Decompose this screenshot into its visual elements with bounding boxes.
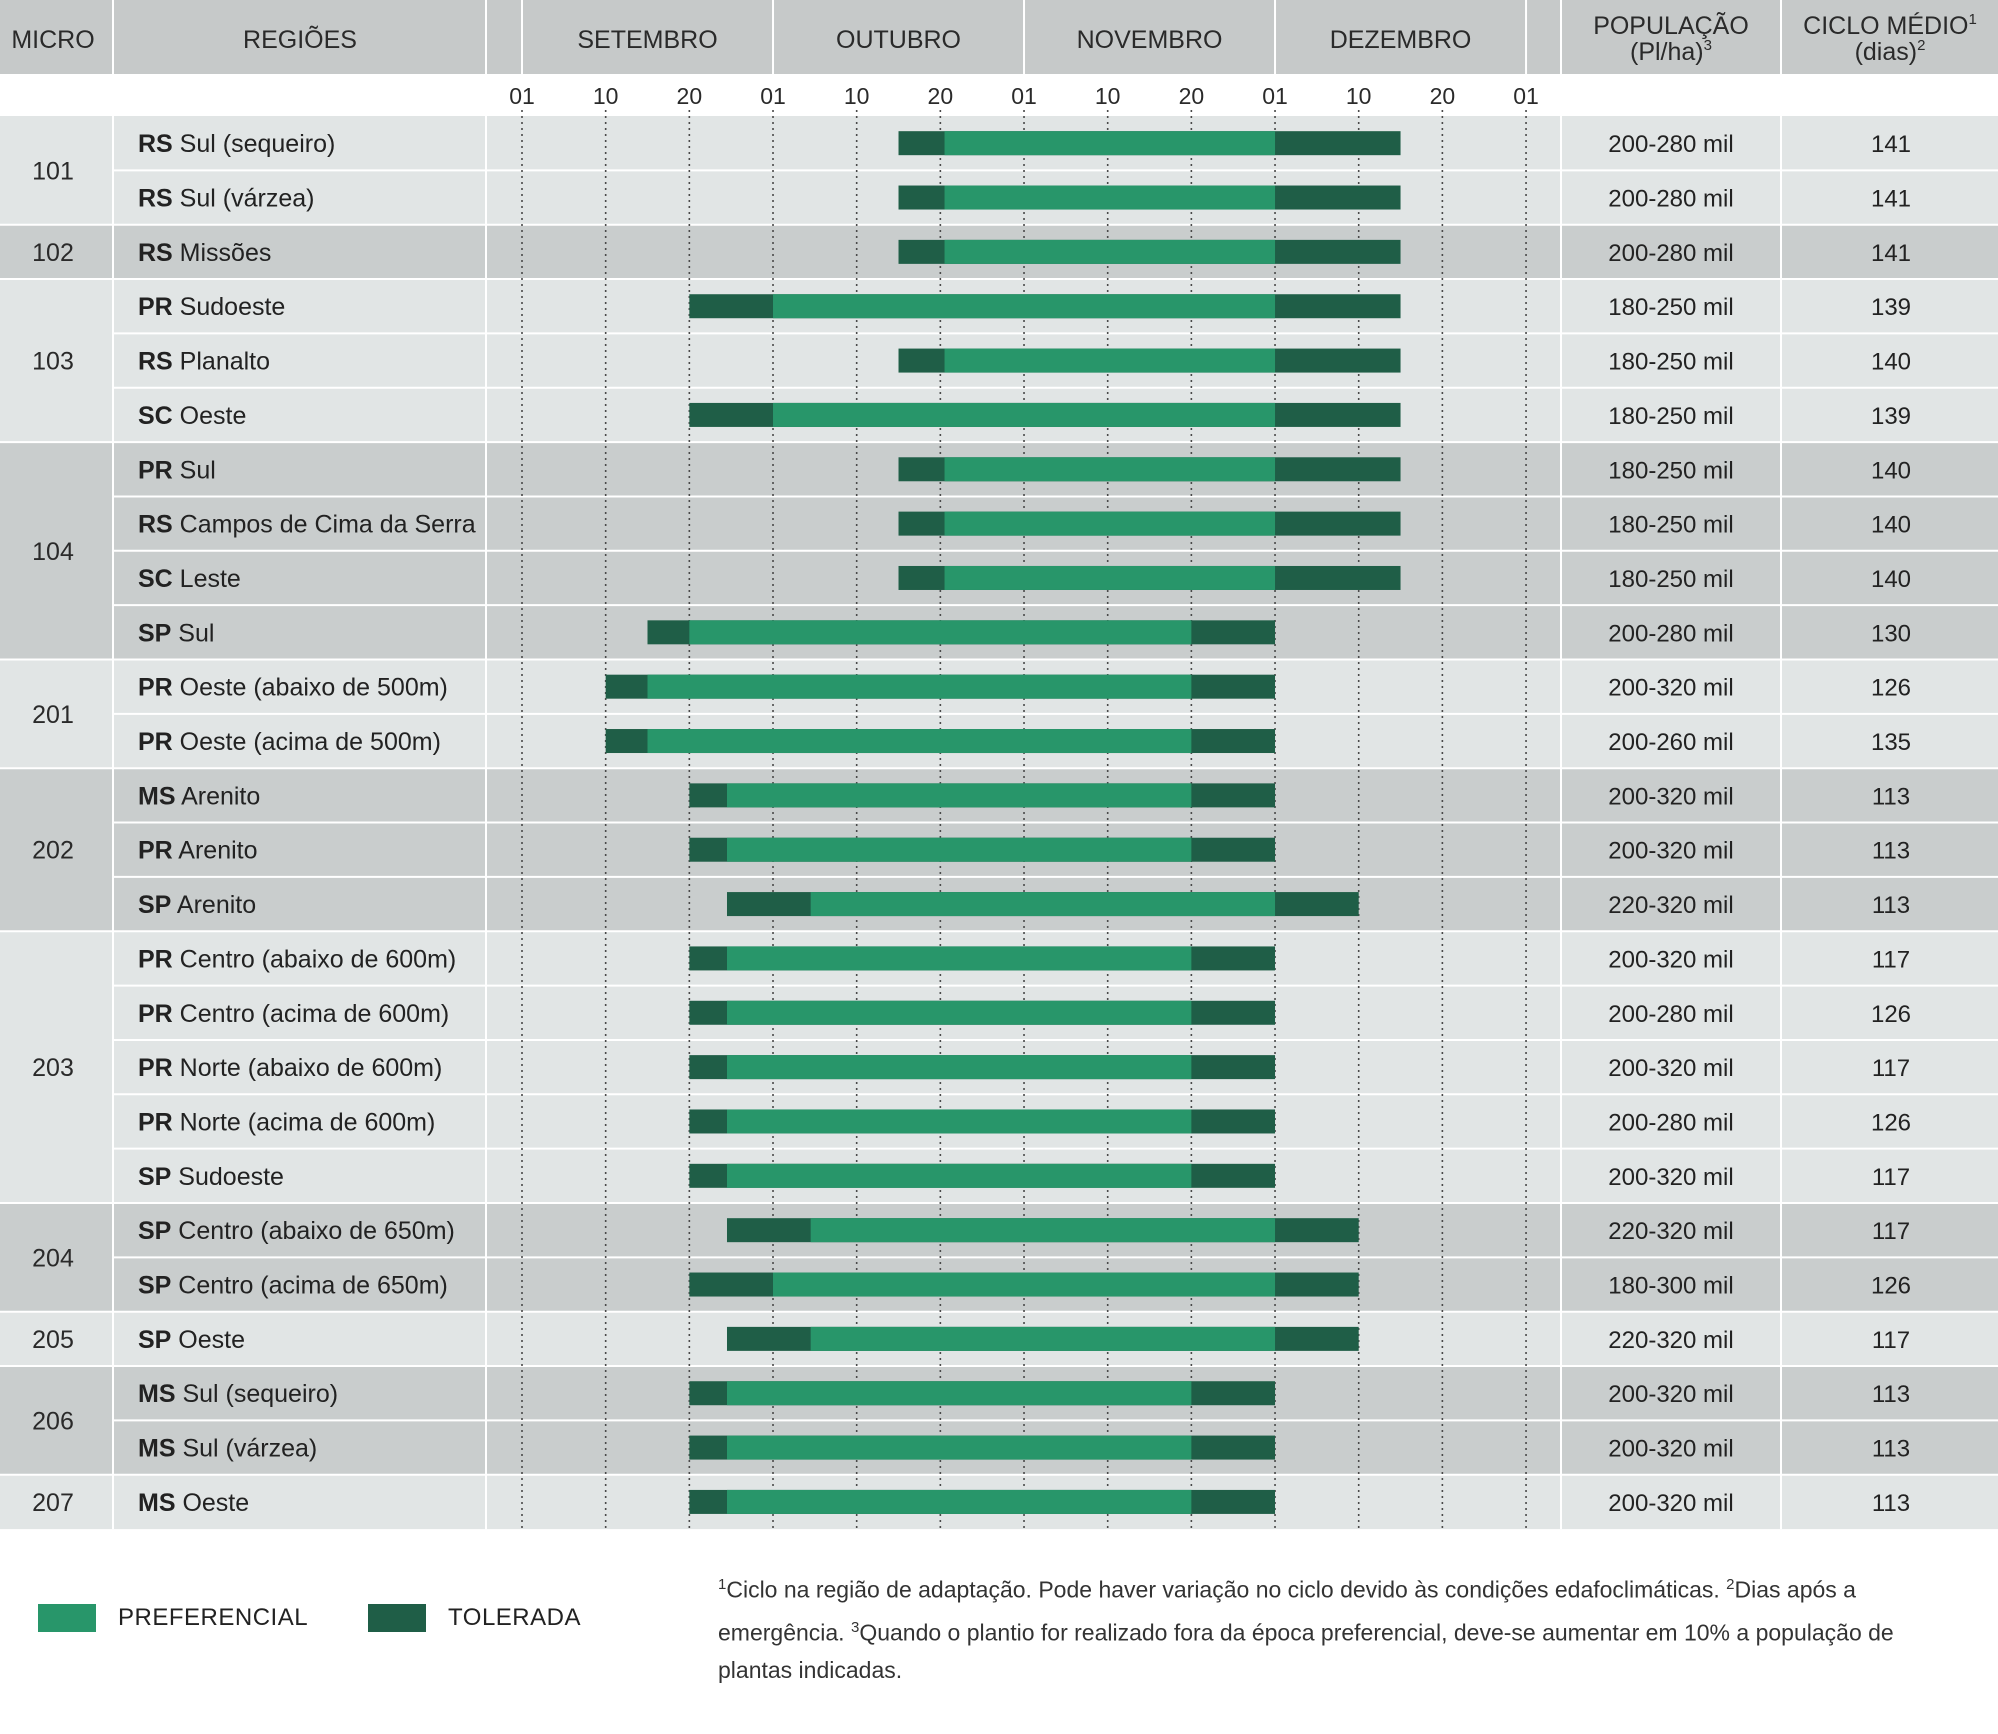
region-state: SP bbox=[138, 891, 172, 920]
micro-code: 206 bbox=[32, 1407, 74, 1436]
x-tick-label: 10 bbox=[843, 83, 870, 109]
population-value: 200-280 mil bbox=[1608, 1000, 1734, 1028]
region-label bbox=[138, 674, 448, 702]
footnote-sup-1: 1 bbox=[718, 1576, 727, 1593]
population-value: 200-280 mil bbox=[1608, 1109, 1734, 1137]
region-state: MS bbox=[138, 1434, 176, 1463]
region-name: Oeste bbox=[175, 1488, 250, 1517]
region-name: Oeste bbox=[171, 1325, 246, 1354]
cycle-value: 140 bbox=[1870, 348, 1912, 376]
population-value: 180-250 mil bbox=[1608, 511, 1734, 539]
bar-preferred bbox=[811, 1327, 1275, 1351]
bar-preferred bbox=[727, 1001, 1191, 1025]
cycle-value: 113 bbox=[1871, 892, 1911, 920]
footnote-sup-2: 2 bbox=[1726, 1576, 1735, 1593]
cycle-value: 113 bbox=[1871, 783, 1911, 811]
bar-preferred bbox=[727, 946, 1191, 970]
region-state: SP bbox=[138, 1162, 172, 1191]
region-name: Sul (várzea) bbox=[172, 184, 315, 213]
bar-preferred bbox=[727, 1381, 1191, 1405]
bar-preferred bbox=[945, 240, 1275, 264]
region-state: PR bbox=[138, 1054, 173, 1083]
population-value: 200-320 mil bbox=[1608, 1435, 1734, 1463]
bar-preferred bbox=[727, 1436, 1191, 1460]
x-tick-label: 10 bbox=[592, 83, 619, 109]
region-name: Sudoeste bbox=[172, 293, 286, 322]
region-label bbox=[138, 891, 256, 919]
region-label bbox=[138, 1163, 284, 1191]
region-state: RS bbox=[138, 184, 173, 213]
cycle-value: 126 bbox=[1870, 1109, 1912, 1137]
legend-swatch-preferred bbox=[38, 1604, 96, 1632]
cycle-value: 126 bbox=[1870, 1000, 1912, 1028]
population-value: 200-320 mil bbox=[1608, 674, 1734, 702]
micro-code: 204 bbox=[32, 1244, 74, 1273]
region-label bbox=[138, 837, 258, 865]
bar-preferred bbox=[727, 1490, 1191, 1514]
bar-preferred bbox=[648, 729, 1192, 753]
x-tick-label: 10 bbox=[1094, 83, 1121, 109]
footnote-sup-3: 3 bbox=[850, 1618, 860, 1636]
micro-code: 202 bbox=[32, 836, 74, 865]
cycle-value: 117 bbox=[1871, 1055, 1911, 1083]
legend bbox=[38, 1604, 641, 1632]
header-population-unit: $(Pl/ha)^3$ bbox=[1630, 37, 1712, 66]
x-tick-label: 01 bbox=[760, 83, 786, 109]
region-name: Sul (sequeiro) bbox=[172, 130, 336, 159]
region-label bbox=[138, 1000, 449, 1028]
region-name: Norte (abaixo de 600m) bbox=[172, 1054, 443, 1083]
micro-code: 203 bbox=[32, 1054, 74, 1083]
population-value: 200-260 mil bbox=[1608, 729, 1734, 757]
region-label bbox=[138, 1380, 338, 1408]
header-month: SETEMBRO bbox=[577, 26, 718, 54]
region-state: PR bbox=[138, 999, 173, 1028]
bar-preferred bbox=[727, 1055, 1191, 1079]
region-label bbox=[138, 619, 214, 647]
region-state: RS bbox=[138, 238, 173, 267]
region-state: PR bbox=[138, 1108, 173, 1137]
region-label bbox=[138, 1326, 245, 1354]
legend-label-tolerated: TOLERADA bbox=[448, 1604, 581, 1631]
legend-swatch-tolerated bbox=[368, 1604, 426, 1632]
region-name: Planalto bbox=[172, 347, 271, 376]
bar-preferred bbox=[811, 1218, 1275, 1242]
population-value: 200-320 mil bbox=[1608, 1055, 1734, 1083]
cycle-value: 139 bbox=[1870, 294, 1912, 322]
population-value: 200-320 mil bbox=[1608, 783, 1734, 811]
region-label bbox=[138, 348, 270, 376]
population-value: 180-250 mil bbox=[1608, 294, 1734, 322]
micro-code: 104 bbox=[32, 537, 74, 566]
bar-preferred bbox=[811, 892, 1275, 916]
region-label bbox=[138, 1108, 435, 1136]
region-label bbox=[138, 728, 441, 756]
region-name: Oeste bbox=[172, 401, 247, 430]
bar-preferred bbox=[648, 675, 1192, 699]
bar-preferred bbox=[727, 1164, 1191, 1188]
footnote-text-3: Quando o plantio for realizado fora da época preferencial, deve-se aumentar em 10% a população de plantas indicadas. bbox=[718, 1619, 1894, 1684]
cycle-value: 126 bbox=[1870, 674, 1912, 702]
region-name: Centro (abaixo de 600m) bbox=[172, 945, 457, 974]
cycle-value: 117 bbox=[1871, 1326, 1911, 1354]
cycle-value: 113 bbox=[1871, 837, 1911, 865]
footnote-text-2: Dias após a emergência. bbox=[718, 1576, 1856, 1646]
population-value: 180-250 mil bbox=[1608, 457, 1734, 485]
micro-code: 201 bbox=[32, 700, 74, 729]
population-value: 200-320 mil bbox=[1608, 1489, 1734, 1517]
region-name: Sul bbox=[172, 456, 216, 485]
region-state: MS bbox=[138, 1380, 176, 1409]
region-state: SP bbox=[138, 619, 172, 648]
region-name: Missões bbox=[172, 238, 272, 267]
cycle-value: 126 bbox=[1870, 1272, 1912, 1300]
bar-preferred bbox=[727, 838, 1191, 862]
region-state: PR bbox=[138, 456, 173, 485]
x-tick-label: 10 bbox=[1345, 83, 1372, 109]
cycle-value: 141 bbox=[1870, 185, 1912, 213]
region-label bbox=[138, 565, 241, 593]
cycle-value: 135 bbox=[1870, 729, 1912, 757]
region-name: Arenito bbox=[172, 836, 258, 865]
population-value: 200-320 mil bbox=[1608, 1163, 1734, 1191]
population-value: 200-320 mil bbox=[1608, 946, 1734, 974]
region-name: Sul (várzea) bbox=[175, 1434, 318, 1463]
region-state: PR bbox=[138, 673, 173, 702]
population-value: 180-250 mil bbox=[1608, 565, 1734, 593]
region-state: PR bbox=[138, 945, 173, 974]
bar-preferred bbox=[727, 783, 1191, 807]
header-month: DEZEMBRO bbox=[1329, 26, 1472, 54]
header-population-sup: 3 bbox=[1703, 37, 1712, 54]
bar-preferred bbox=[727, 1109, 1191, 1133]
bar-preferred bbox=[773, 1273, 1275, 1297]
header-month: OUTUBRO bbox=[836, 26, 962, 54]
region-label bbox=[138, 1435, 317, 1463]
header-cycle: CICLO MÉDIO$^1$ bbox=[1803, 11, 1977, 40]
region-name: Norte (acima de 600m) bbox=[172, 1108, 436, 1137]
cycle-value: 117 bbox=[1871, 1218, 1911, 1246]
region-state: SP bbox=[138, 1325, 172, 1354]
cycle-value: 139 bbox=[1870, 402, 1912, 430]
population-value: 200-280 mil bbox=[1608, 131, 1734, 159]
region-state: RS bbox=[138, 510, 173, 539]
header-micro: MICRO bbox=[11, 26, 95, 54]
region-label bbox=[138, 456, 216, 484]
region-state: SC bbox=[138, 564, 173, 593]
x-tick-label: 20 bbox=[1429, 83, 1456, 109]
region-label bbox=[138, 402, 246, 430]
region-name: Centro (abaixo de 650m) bbox=[171, 1217, 455, 1246]
header-regions: REGIÕES bbox=[243, 26, 357, 54]
region-name: Centro (acima de 600m) bbox=[172, 999, 450, 1028]
bar-preferred bbox=[773, 403, 1275, 427]
cycle-value: 113 bbox=[1871, 1489, 1911, 1517]
region-label bbox=[138, 130, 335, 158]
population-value: 200-280 mil bbox=[1608, 239, 1734, 267]
region-state: SP bbox=[138, 1217, 172, 1246]
bar-preferred bbox=[945, 186, 1275, 210]
cycle-value: 117 bbox=[1871, 1163, 1911, 1191]
footnote bbox=[718, 1566, 1918, 1689]
region-label bbox=[138, 1054, 442, 1082]
micro-code: 102 bbox=[32, 238, 74, 267]
header-cycle-unit: (dias)$^2$ bbox=[1854, 37, 1926, 66]
region-state: PR bbox=[138, 293, 173, 322]
x-tick-label: 01 bbox=[509, 83, 535, 109]
region-label bbox=[138, 1217, 455, 1245]
region-label bbox=[138, 293, 285, 321]
region-label bbox=[138, 239, 271, 267]
region-state: RS bbox=[138, 130, 173, 159]
region-name: Sul (sequeiro) bbox=[175, 1380, 339, 1409]
cycle-value: 117 bbox=[1871, 946, 1911, 974]
region-label bbox=[138, 1272, 448, 1300]
region-state: SP bbox=[138, 1271, 172, 1300]
region-state: SC bbox=[138, 401, 173, 430]
micro-code: 103 bbox=[32, 347, 74, 376]
bar-preferred bbox=[773, 294, 1275, 318]
x-tick-label: 20 bbox=[676, 83, 703, 109]
region-label bbox=[138, 185, 314, 213]
population-value: 220-320 mil bbox=[1608, 1326, 1734, 1354]
x-tick-label: 01 bbox=[1262, 83, 1288, 109]
header-cycle-sup: 1 bbox=[1968, 11, 1977, 28]
population-value: 200-280 mil bbox=[1608, 620, 1734, 648]
bar-preferred bbox=[945, 349, 1275, 373]
bar-preferred bbox=[689, 620, 1191, 644]
region-label bbox=[138, 1489, 249, 1517]
header-month: NOVEMBRO bbox=[1076, 26, 1223, 54]
region-name: Arenito bbox=[175, 782, 261, 811]
region-name: Centro (acima de 650m) bbox=[171, 1271, 448, 1300]
cycle-value: 113 bbox=[1871, 1381, 1911, 1409]
region-name: Sul bbox=[171, 619, 215, 648]
cycle-value: 140 bbox=[1870, 565, 1912, 593]
population-value: 200-320 mil bbox=[1608, 1381, 1734, 1409]
region-state: MS bbox=[138, 782, 176, 811]
bar-preferred bbox=[945, 457, 1275, 481]
footnote-text-1: Ciclo na região de adaptação. Pode haver variação no ciclo devido às condições edafoclimáticas. bbox=[726, 1576, 1720, 1603]
cycle-value: 130 bbox=[1870, 620, 1912, 648]
x-tick-label: 20 bbox=[1178, 83, 1205, 109]
bar-preferred bbox=[945, 512, 1275, 536]
population-value: 220-320 mil bbox=[1608, 1218, 1734, 1246]
population-value: 220-320 mil bbox=[1608, 892, 1734, 920]
region-state: RS bbox=[138, 347, 173, 376]
cycle-value: 140 bbox=[1870, 511, 1912, 539]
micro-code: 207 bbox=[32, 1488, 74, 1517]
region-state: PR bbox=[138, 836, 173, 865]
population-value: 180-250 mil bbox=[1608, 348, 1734, 376]
region-name: Sudoeste bbox=[171, 1162, 284, 1191]
population-value: 180-300 mil bbox=[1608, 1272, 1734, 1300]
population-value: 200-320 mil bbox=[1608, 837, 1734, 865]
population-value: 200-280 mil bbox=[1608, 185, 1734, 213]
bar-preferred bbox=[945, 566, 1275, 590]
micro-code: 101 bbox=[32, 157, 74, 186]
legend-label-preferred: PREFERENCIAL bbox=[118, 1604, 309, 1631]
region-state: MS bbox=[138, 1488, 176, 1517]
region-name: Campos de Cima da Serra bbox=[172, 510, 476, 539]
region-name: Oeste (abaixo de 500m) bbox=[172, 673, 448, 702]
cycle-value: 113 bbox=[1871, 1435, 1911, 1463]
x-tick-label: 01 bbox=[1513, 83, 1539, 109]
micro-code: 205 bbox=[32, 1325, 74, 1354]
region-label bbox=[138, 511, 476, 539]
region-label bbox=[138, 782, 260, 810]
bar-preferred bbox=[945, 131, 1275, 155]
cycle-value: 140 bbox=[1870, 457, 1912, 485]
region-label bbox=[138, 945, 456, 973]
region-name: Arenito bbox=[171, 891, 257, 920]
header-population: POPULAÇÃO bbox=[1593, 12, 1749, 40]
region-name: Leste bbox=[172, 564, 241, 593]
cycle-value: 141 bbox=[1870, 239, 1912, 267]
header-cycle-unit-sup: 2 bbox=[1917, 37, 1926, 54]
x-tick-label: 20 bbox=[927, 83, 954, 109]
cycle-value: 141 bbox=[1870, 131, 1912, 159]
region-state: PR bbox=[138, 728, 173, 757]
population-value: 180-250 mil bbox=[1608, 402, 1734, 430]
region-name: Oeste (acima de 500m) bbox=[172, 728, 441, 757]
x-tick-label: 01 bbox=[1011, 83, 1037, 109]
